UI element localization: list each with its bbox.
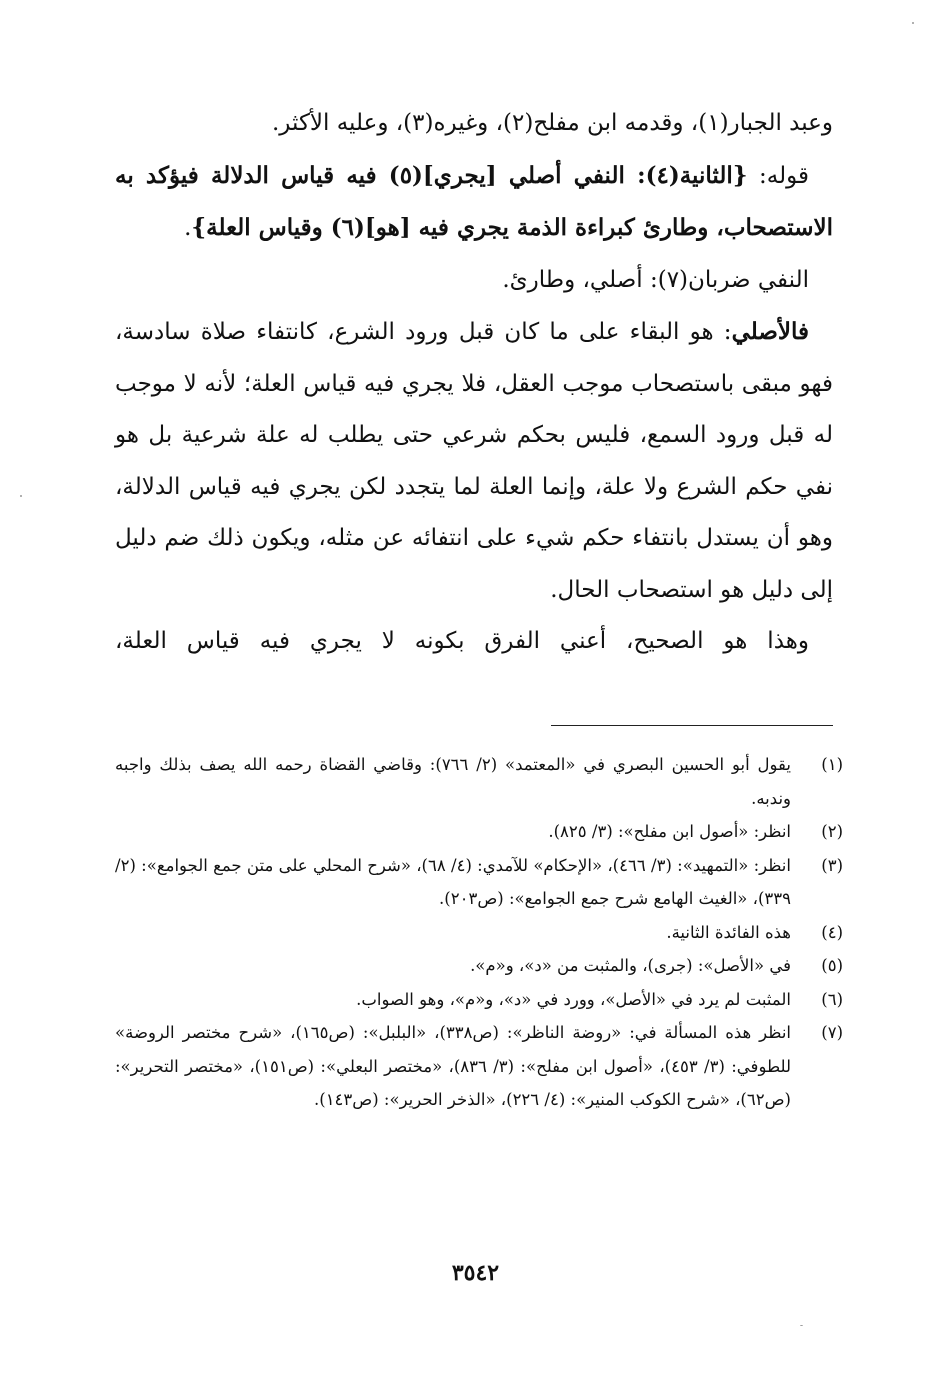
footnote-1	[115, 748, 843, 815]
scan-speck	[800, 1325, 803, 1326]
footnote-number: (٦)	[821, 989, 843, 1009]
footnote-4	[115, 916, 843, 950]
footnote-2	[115, 815, 843, 849]
scan-speck	[912, 22, 914, 24]
footnote-number: (٤)	[821, 922, 843, 942]
paragraph-5-text: وهذا هو الصحيح، أعني الفرق بكونه لا يجري فيه قياس العلة،	[115, 628, 809, 654]
paragraph-4-text: : هو البقاء على ما كان قبل ورود الشرع، كانتفاء صلاة سادسة، فهو مبقى باستصحاب موجب العقل، فلا يجري فيه قياس العلة؛ لأنه لا موجب له قبل ورود السمع، فليس بحكم شرعي حتى يطلب له علة شرعية بل هو نفي حكم الشرع ولا علة، وإنما العلة لما يتجدد لكن يجري فيه قياس الدلالة، وهو أن يستدل بانتفاء حكم شيء على انتفائه عن مثله، ويكون ذلك ضم دليل إلى دليل هو استصحاب الحال.	[115, 319, 834, 603]
footnotes	[115, 748, 843, 1117]
footnote-3	[115, 849, 843, 916]
quoted-matn: {الثانية(٤): النفي أصلي [يجري](٥) فيه قياس الدلالة فيؤكد به الاستصحاب، وطارئ كبراءة الذمة يجري فيه [هو](٦) وقياس العلة}	[115, 161, 833, 241]
quote-end: .	[184, 215, 192, 241]
footnote-text: في «الأصل»: (جرى)، والمثبت من «د»، و«م».	[470, 956, 791, 975]
footnote-number: (٥)	[821, 956, 843, 975]
paragraph-2	[115, 150, 833, 255]
paragraph-1-text: وعبد الجبار(١)، وقدمه ابن مفلح(٢)، وغيره(٣)، وعليه الأكثر.	[272, 110, 833, 136]
paragraph-3	[115, 255, 833, 307]
scan-speck	[20, 495, 22, 497]
term-asli: فالأصلي	[731, 318, 809, 345]
paragraph-4	[115, 306, 833, 616]
footnote-5	[115, 949, 843, 983]
footnote-text: انظر: «التمهيد»: (٣/ ٤٦٦)، «الإحكام» للآمدي: (٤/ ٦٨)، «شرح المحلي على متن جمع الجوامع»: (٢/ ٣٣٩)، «الغيث الهامع شرح جمع الجوامع»: (ص٢٠٣).	[115, 855, 791, 908]
paragraph-5	[115, 616, 833, 668]
quote-intro: قوله:	[747, 162, 810, 189]
footnote-7	[115, 1016, 843, 1117]
footnote-text: هذه الفائدة الثانية.	[666, 922, 791, 942]
footnote-divider	[551, 725, 833, 726]
footnote-number: (٣)	[821, 855, 843, 875]
paragraph-1	[115, 98, 833, 150]
page-number: ٣٥٤٢	[451, 1260, 500, 1286]
footnote-6	[115, 983, 843, 1017]
paragraph-3-text: النفي ضربان(٧): أصلي، وطارئ.	[502, 266, 809, 293]
main-text	[115, 98, 833, 668]
footnote-number: (٧)	[821, 1023, 843, 1042]
footnote-text: يقول أبو الحسين البصري في «المعتمد» (٢/ ٧٦٦): وقاضي القضاة رحمه الله يصف بذلك واجبه وندبه.	[115, 755, 791, 808]
footnote-text: انظر: «أصول ابن مفلح»: (٣/ ٨٢٥).	[548, 822, 791, 841]
footnote-text: المثبت لم يرد في «الأصل»، وورد في «د»، و«م»، وهو الصواب.	[356, 989, 791, 1009]
footnote-text: انظر هذه المسألة في: «روضة الناظر»: (ص٣٣٨)، «البلبل»: (ص١٦٥)، «شرح مختصر الروضة» للطوفي: (٣/ ٤٥٣)، «أصول ابن مفلح»: (٣/ ٨٣٦)، «مختصر البعلي»: (ص١٥١)، «مختصر التحرير»: (ص٦٢)، «شرح الكوكب المنير»: (٤/ ٢٢٦)، «الذخر الحرير»: (ص١٤٣).	[115, 1023, 791, 1109]
footnote-number: (١)	[821, 755, 843, 774]
footnote-number: (٢)	[821, 822, 843, 841]
